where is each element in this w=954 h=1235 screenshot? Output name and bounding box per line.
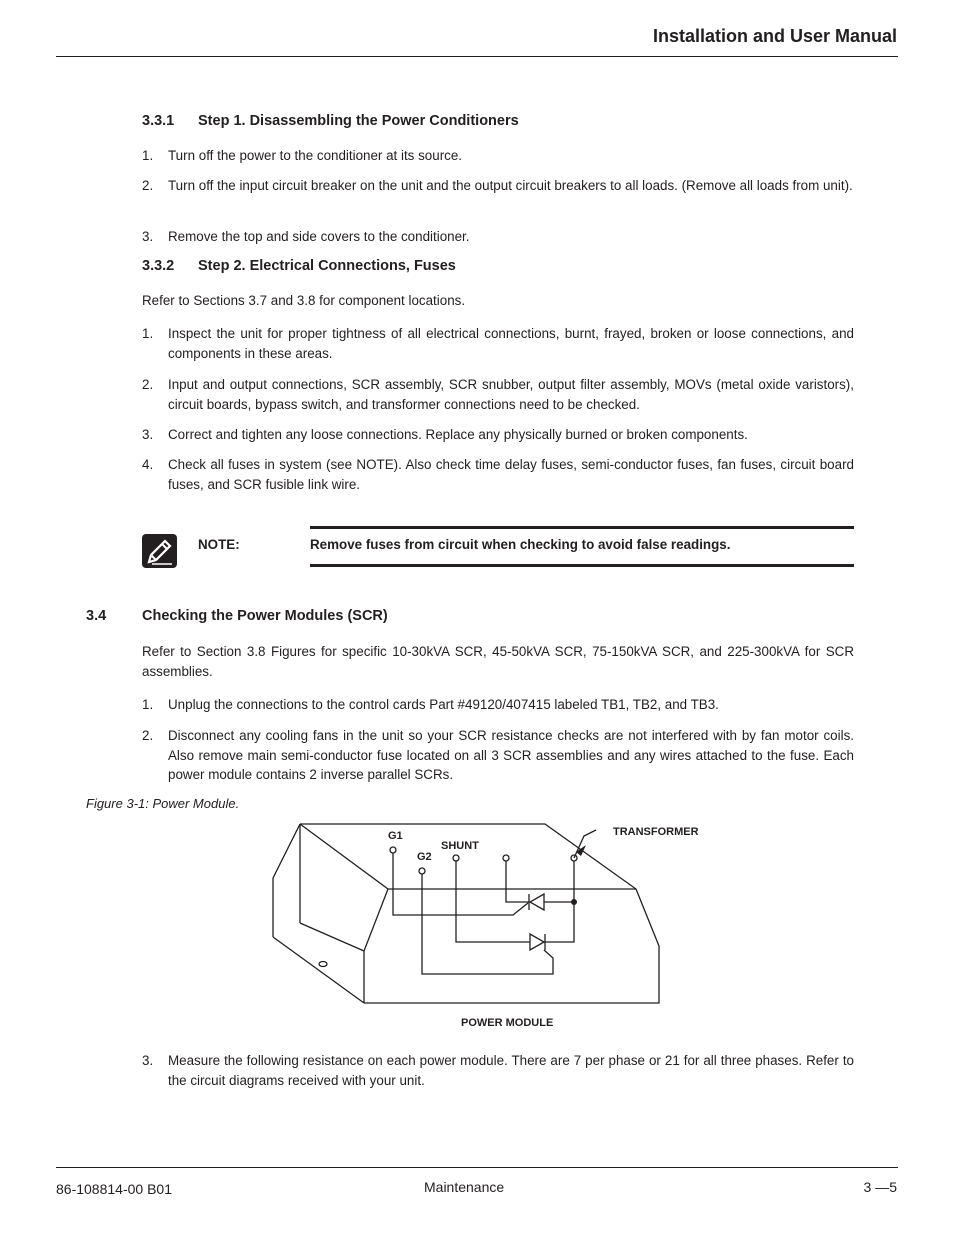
- list-number: 1.: [142, 697, 154, 712]
- page-number: 3 —5: [863, 1179, 897, 1195]
- terminal-4: [503, 855, 509, 861]
- terminal-g2: [419, 868, 425, 874]
- label-power-module: POWER MODULE: [461, 1017, 554, 1029]
- list-number: 2.: [142, 728, 154, 743]
- heading-number: 3.3.1: [142, 113, 175, 129]
- list-item: [142, 726, 854, 785]
- heading-number: 3.4: [86, 608, 107, 624]
- list-number: 3.: [142, 1053, 154, 1068]
- list-item: [142, 324, 854, 363]
- scr-upper: [530, 894, 544, 910]
- list-text: Remove the top and side covers to the conditioner.: [168, 229, 470, 244]
- paragraph: Refer to Sections 3.7 and 3.8 for component locations.: [142, 293, 466, 308]
- junction-dot: [571, 899, 577, 905]
- list-item: [142, 695, 854, 715]
- list-number: 2.: [142, 377, 154, 392]
- heading-text: Checking the Power Modules (SCR): [142, 608, 388, 624]
- list-number: 3.: [142, 427, 154, 442]
- footer-rule: [56, 1167, 898, 1168]
- label-g1: G1: [388, 830, 403, 842]
- footer-section: Maintenance: [424, 1179, 505, 1195]
- list-number: 4.: [142, 457, 154, 472]
- manual-title: Installation and User Manual: [652, 26, 897, 46]
- label-g2: G2: [417, 851, 432, 863]
- list-number: 3.: [142, 229, 154, 244]
- list-item: [142, 146, 854, 166]
- list-text: Check all fuses in system (see NOTE). Also check time delay fuses, semi-conductor fuses, fan fuses, circuit board fuses, and SCR fusible link wire.: [168, 457, 854, 492]
- heading-text: Step 2. Electrical Connections, Fuses: [198, 258, 456, 274]
- note-rule-top: [310, 526, 854, 529]
- list-text: Unplug the connections to the control cards Part #49120/407415 labeled TB1, TB2, and TB3.: [168, 697, 719, 712]
- power-module-diagram: [268, 818, 708, 1008]
- list-item: [142, 176, 854, 196]
- list-text: Correct and tighten any loose connections. Replace any physically burned or broken components.: [168, 427, 748, 442]
- list-number: 1.: [142, 326, 154, 341]
- mounting-hole: [319, 962, 327, 967]
- scr-lower: [530, 934, 544, 950]
- doc-number: 86-108814-00 B01: [56, 1181, 172, 1197]
- list-number: 1.: [142, 148, 154, 163]
- list-item: [142, 425, 854, 445]
- list-number: 2.: [142, 178, 154, 193]
- note-label: NOTE:: [198, 537, 240, 552]
- header-rule: [56, 56, 898, 57]
- housing-outline: [300, 824, 659, 1003]
- pencil-note-icon: [142, 534, 177, 568]
- list-item: [142, 455, 854, 494]
- terminal-shunt: [453, 855, 459, 861]
- note-rule-bottom: [310, 564, 854, 567]
- heading-number: 3.3.2: [142, 258, 175, 274]
- label-transformer: TRANSFORMER: [613, 826, 699, 838]
- figure-caption: Figure 3-1: Power Module.: [86, 796, 240, 811]
- label-shunt: SHUNT: [441, 840, 479, 852]
- note-text: Remove fuses from circuit when checking to avoid false readings.: [310, 537, 731, 552]
- list-text: Measure the following resistance on each power module. There are 7 per phase or 21 for all three phases. Refer to the circuit diagrams received with your unit.: [168, 1053, 854, 1088]
- list-text: Disconnect any cooling fans in the unit so your SCR resistance checks are not interfered with by fan motor coils. Also remove main semi-conductor fuse located on all 3 SCR assemblies and any wires attached to the fuse. Each power module contains 2 inverse parallel SCRs.: [168, 728, 854, 782]
- list-text: Turn off the input circuit breaker on the unit and the output circuit breakers to all loads. (Remove all loads from unit).: [168, 178, 853, 193]
- list-item: [142, 1051, 854, 1090]
- list-item: [142, 227, 854, 247]
- terminal-g1: [390, 847, 396, 853]
- list-item: [142, 375, 854, 414]
- list-text: Input and output connections, SCR assembly, SCR snubber, output filter assembly, MOVs (metal oxide varistors), circuit boards, bypass switch, and transformer connections need to be checked.: [168, 377, 854, 412]
- paragraph: Refer to Section 3.8 Figures for specific 10-30kVA SCR, 45-50kVA SCR, 75-150kVA SCR, and 225-300kVA for SCR assemblies.: [142, 644, 854, 679]
- list-text: Inspect the unit for proper tightness of all electrical connections, burnt, frayed, broken or loose connections, and components in these areas.: [168, 326, 854, 361]
- list-text: Turn off the power to the conditioner at its source.: [168, 148, 463, 163]
- heading-text: Step 1. Disassembling the Power Conditioners: [198, 113, 519, 129]
